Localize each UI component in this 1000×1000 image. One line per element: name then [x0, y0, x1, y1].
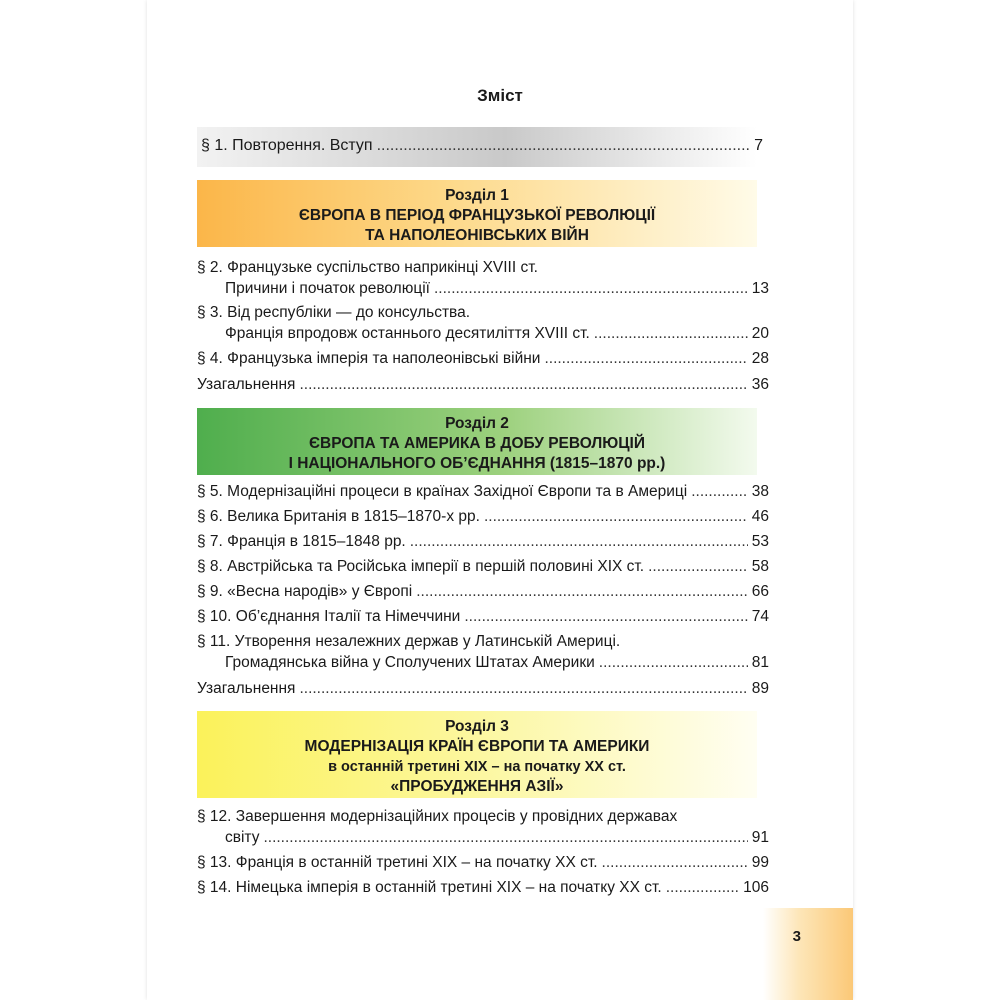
entry-page: 106 [743, 879, 769, 896]
toc-entry-10[interactable] [197, 606, 769, 627]
dot-leader [410, 531, 748, 552]
dot-leader [666, 877, 739, 898]
section-3-header [197, 711, 757, 798]
entry-title: § 10. Об’єднання Італії та Німеччини [197, 608, 461, 625]
entry-title: § 7. Франція в 1815–1848 рр. [197, 533, 406, 550]
toc-entry-14[interactable] [197, 877, 769, 898]
entry-title-cont: Причини і початок революції [225, 280, 430, 297]
toc-entry-8[interactable] [197, 556, 769, 577]
section-title-line: ЄВРОПА ТА АМЕРИКА В ДОБУ РЕВОЛЮЦІЙ [308, 435, 645, 452]
dot-leader [599, 652, 748, 673]
entry-page: 74 [751, 608, 769, 625]
toc-entry-12[interactable] [197, 806, 769, 848]
entry-title: § 8. Австрійська та Російська імперії в першій половині XIX ст. [197, 558, 645, 575]
section-label: Розділ 1 [445, 187, 509, 204]
entry-page: 7 [754, 137, 763, 154]
toc-entry-5[interactable] [197, 481, 769, 502]
dot-leader [602, 852, 748, 873]
entry-title: § 13. Франція в останній третині XIX – на початку XX ст. [197, 854, 598, 871]
entry-page: 91 [751, 829, 769, 846]
entry-page: 36 [751, 376, 769, 393]
entry-page: 66 [751, 583, 769, 600]
entry-page: 46 [751, 508, 769, 525]
entry-title: § 3. Від республіки — до консульства. [197, 304, 471, 321]
entry-page: 20 [751, 325, 769, 342]
section-label: Розділ 2 [445, 415, 509, 432]
dot-leader [416, 581, 748, 602]
toc-entry-6[interactable] [197, 506, 769, 527]
entry-page: 38 [751, 483, 769, 500]
dot-leader [484, 506, 748, 527]
entry-title: Узагальнення [197, 680, 296, 697]
section-label: Розділ 3 [445, 718, 509, 735]
toc-entry-4[interactable] [197, 348, 769, 369]
entry-title: § 11. Утворення незалежних держав у Латинській Америці. [197, 633, 621, 650]
entry-title: § 4. Французька імперія та наполеонівські війни [197, 350, 541, 367]
toc-entry-2[interactable] [197, 257, 769, 299]
entry-title: § 12. Завершення модернізаційних процесів у провідних державах [197, 808, 678, 825]
section-1-header [197, 180, 757, 247]
toc-entry-9[interactable] [197, 581, 769, 602]
toc-entry-7[interactable] [197, 531, 769, 552]
dot-leader [299, 678, 747, 699]
toc-page [147, 0, 853, 1000]
dot-leader [464, 606, 747, 627]
section-title-line: ЄВРОПА В ПЕРІОД ФРАНЦУЗЬКОЇ РЕВОЛЮЦІЇ [298, 207, 656, 224]
entry-title: Узагальнення [197, 376, 296, 393]
toc-entry-summary-1[interactable] [197, 374, 769, 395]
dot-leader [594, 323, 748, 344]
entry-title: § 1. Повторення. Вступ [201, 137, 373, 154]
entry-title: § 5. Модернізаційні процеси в країнах Західної Європи та в Америці [197, 483, 688, 500]
toc-entry-13[interactable] [197, 852, 769, 873]
section-title-line: МОДЕРНІЗАЦІЯ КРАЇН ЄВРОПИ ТА АМЕРИКИ [304, 738, 650, 755]
page-title: Зміст [477, 86, 523, 105]
dot-leader [691, 481, 748, 502]
entry-page: 58 [751, 558, 769, 575]
entry-title: § 6. Велика Британія в 1815–1870-х рр. [197, 508, 480, 525]
entry-title-cont: Громадянська війна у Сполучених Штатах Америки [225, 654, 595, 671]
toc-entry-11[interactable] [197, 631, 769, 673]
entry-title: § 14. Німецька імперія в останній третині XIX – на початку XX ст. [197, 879, 662, 896]
entry-title: § 9. «Весна народів» у Європі [197, 583, 413, 600]
entry-page: 99 [751, 854, 769, 871]
dot-leader [299, 374, 747, 395]
section-subtitle-line: в останній третині XIX – на початку XX ст. [328, 759, 626, 775]
dot-leader [434, 278, 748, 299]
entry-page: 28 [751, 350, 769, 367]
section-title-line: «ПРОБУДЖЕННЯ АЗІЇ» [390, 778, 564, 795]
section-title-line: ТА НАПОЛЕОНІВСЬКИХ ВІЙН [365, 227, 589, 244]
dot-leader [544, 348, 747, 369]
toc-entry-summary-2[interactable] [197, 678, 769, 699]
entry-page: 81 [751, 654, 769, 671]
section-2-header [197, 408, 757, 475]
dot-leader [377, 137, 751, 155]
entry-page: 89 [751, 680, 769, 697]
page-number: 3 [792, 928, 801, 945]
entry-page: 13 [751, 280, 769, 297]
entry-title: § 2. Французьке суспільство наприкінці XVIII ст. [197, 259, 538, 276]
entry-title-cont: світу [225, 829, 260, 846]
toc-entry-1[interactable] [201, 137, 763, 155]
toc-entry-3[interactable] [197, 302, 769, 344]
entry-page: 53 [751, 533, 769, 550]
intro-band [197, 127, 763, 167]
dot-leader [263, 827, 747, 848]
page-corner-decoration [763, 908, 853, 1000]
section-title-line: І НАЦІОНАЛЬНОГО ОБ’ЄДНАННЯ (1815–1870 рр.) [288, 455, 666, 472]
dot-leader [648, 556, 748, 577]
entry-title-cont: Франція впродовж останнього десятиліття XVIII ст. [225, 325, 590, 342]
